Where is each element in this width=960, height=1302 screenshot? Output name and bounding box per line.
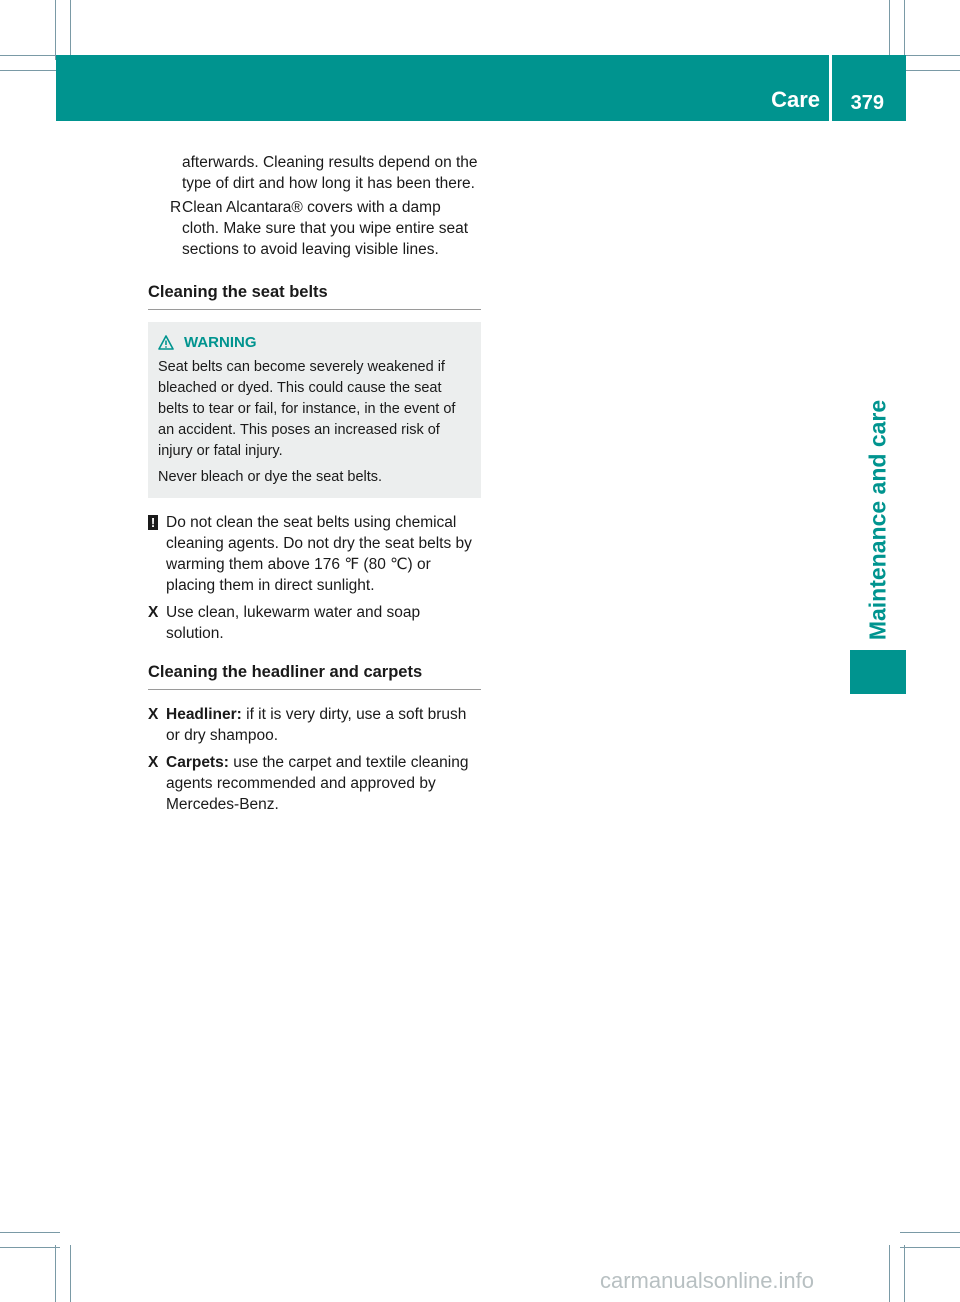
- crop-mark: [70, 1245, 71, 1302]
- crop-mark: [70, 0, 71, 60]
- header-bar: [56, 55, 906, 121]
- chapter-tab-label: Maintenance and care: [864, 399, 891, 641]
- warning-instruction: Never bleach or dye the seat belts.: [158, 469, 383, 485]
- content-column: [148, 152, 481, 815]
- note-text: Do not clean the seat belts using chemical cleaning agents. Do not dry the seat belts by warming them above 176 ℉ (80 ℃) or placing them in direct sunlight.: [166, 514, 472, 594]
- step-item: [148, 704, 481, 746]
- step-marker: X: [148, 754, 159, 771]
- crop-mark: [0, 1232, 60, 1233]
- intro-paragraph: afterwards. Cleaning results depend on the type of dirt and how long it has been there.: [182, 154, 478, 192]
- crop-mark: [0, 55, 60, 56]
- bullet-text: Clean Alcantara® covers with a damp cloth. Make sure that you wipe entire seat sections to avoid leaving visible lines.: [182, 199, 469, 258]
- crop-mark: [904, 0, 905, 60]
- crop-mark: [900, 1247, 960, 1248]
- crop-mark: [889, 0, 890, 60]
- crop-mark: [0, 1247, 60, 1248]
- header-divider: [829, 55, 832, 121]
- step-text: use the carpet and textile cleaning agents recommended and approved by Mercedes-Benz.: [166, 754, 469, 813]
- warning-title: [158, 332, 471, 353]
- warning-box: [148, 322, 481, 498]
- bullet-marker: R: [170, 199, 182, 216]
- crop-mark: [889, 1245, 890, 1302]
- warning-title-text: WARNING: [184, 334, 257, 351]
- crop-mark: [900, 1232, 960, 1233]
- crop-mark: [900, 70, 960, 71]
- crop-mark: [55, 1245, 56, 1302]
- step-label: Carpets:: [166, 754, 229, 771]
- crop-mark: [55, 0, 56, 60]
- alcantara-bullet: [148, 197, 481, 260]
- chapter-tab-marker: [850, 650, 906, 694]
- watermark: carmanualsonline.info: [600, 1268, 815, 1293]
- step-label: Headliner:: [166, 706, 242, 723]
- warning-text: Seat belts can become severely weakened if bleached or dyed. This could cause the seat belts to tear or fail, for instance, in the event of an accident. This poses an increased risk of injury or fatal injury.: [158, 359, 456, 459]
- crop-mark: [904, 1245, 905, 1302]
- section-heading-headliner: Cleaning the headliner and carpets: [148, 662, 481, 690]
- section-heading-seat-belts: Cleaning the seat belts: [148, 282, 481, 310]
- page-number: 379: [850, 92, 884, 114]
- step-item: [148, 602, 481, 644]
- step-marker: X: [148, 706, 159, 723]
- section-title: Care: [771, 87, 820, 112]
- step-marker: X: [148, 604, 159, 621]
- note-paragraph: [148, 512, 481, 596]
- step-text: Use clean, lukewarm water and soap solution.: [166, 604, 421, 642]
- step-text: if it is very dirty, use a soft brush or dry shampoo.: [166, 706, 467, 744]
- step-item: [148, 752, 481, 815]
- warning-triangle-icon: [158, 335, 174, 350]
- crop-mark: [0, 70, 60, 71]
- crop-mark: [900, 55, 960, 56]
- exclamation-icon: !: [148, 515, 158, 530]
